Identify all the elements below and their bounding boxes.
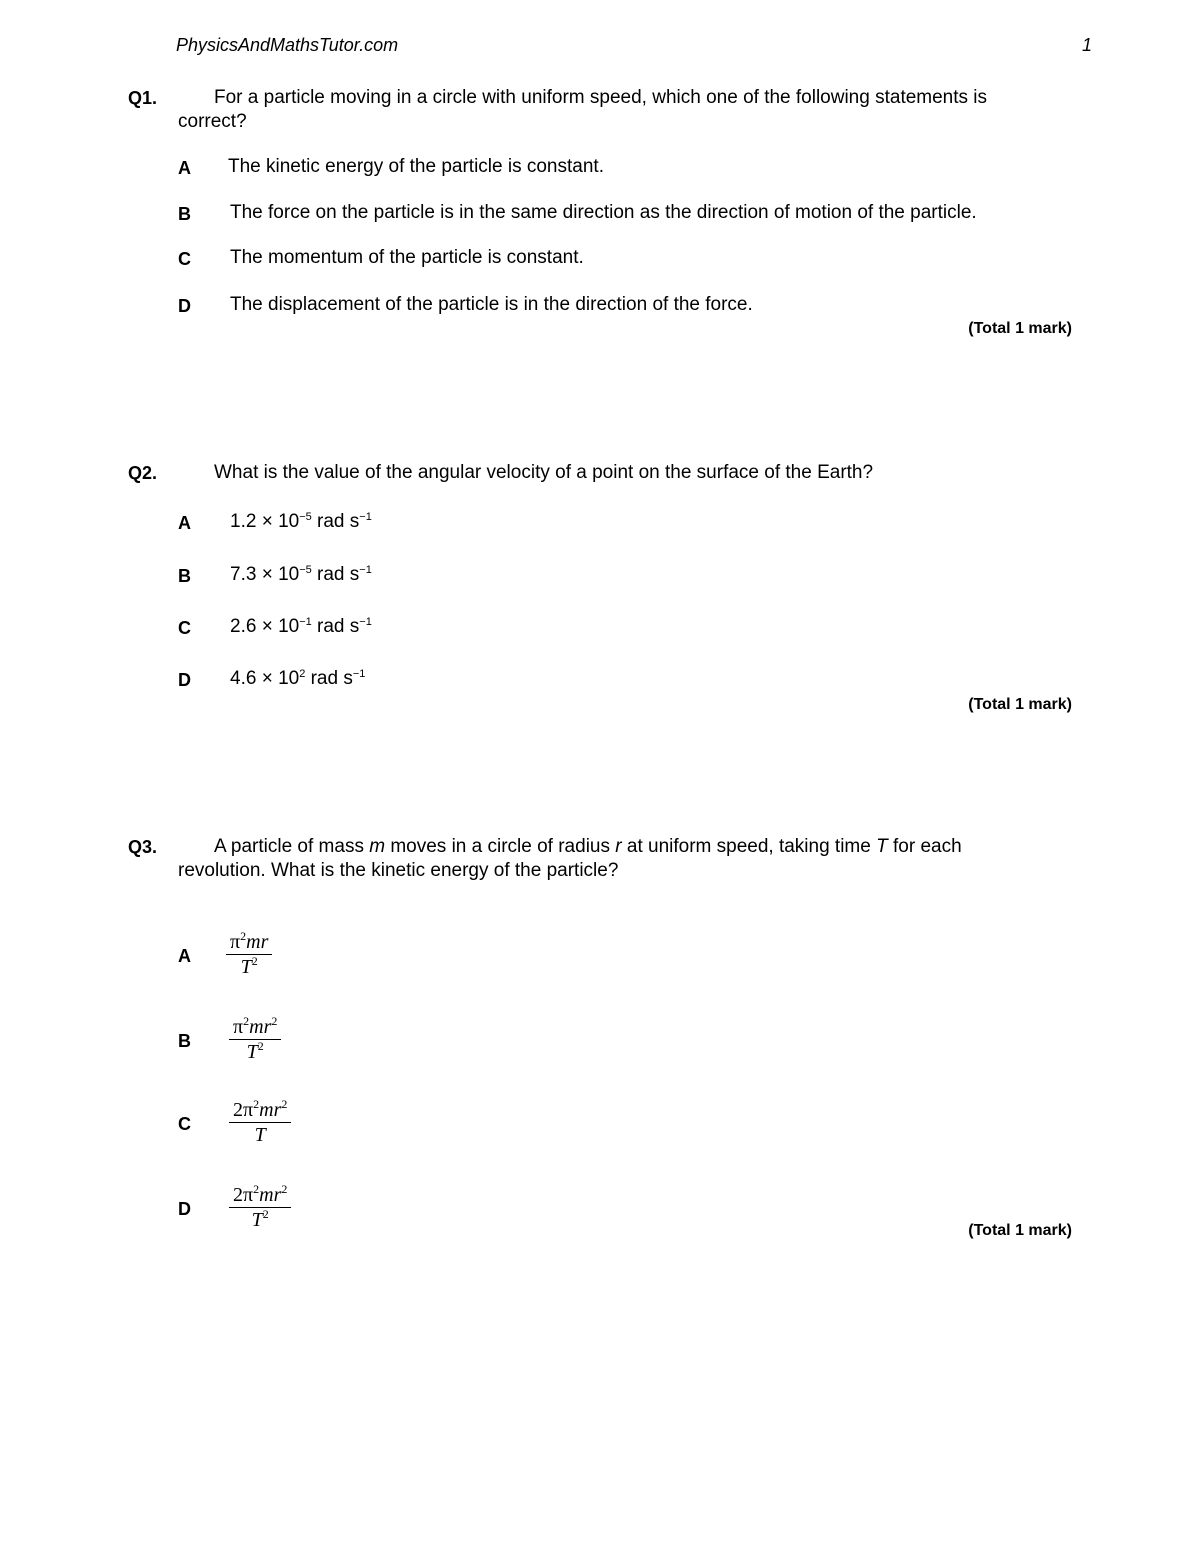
option-text-c: $2.6 \times 10^{-1}$ rad $s^{-1}$	[230, 616, 372, 637]
option-formula-d: $\frac{2\pi^2mr^2}{T^2}$	[229, 1183, 291, 1232]
question-number: Q3.	[128, 837, 158, 857]
option-text-b: The force on the particle is in the same direction as the direction of motion of the particle.	[230, 202, 977, 223]
option-letter-d: D	[178, 296, 191, 316]
option-letter-a: A	[178, 513, 191, 533]
question-text-line1: For a particle moving in a circle with uniform speed, which one of the following statements is	[214, 87, 988, 108]
site-name: PhysicsAndMathsTutor.com	[176, 35, 399, 55]
option-letter-b: B	[178, 204, 191, 224]
option-formula-c: $\frac{2\pi^2mr^2}{T}$	[229, 1098, 291, 1147]
question-text-line2: revolution. What is the kinetic energy of the particle?	[178, 860, 619, 881]
option-letter-d: D	[178, 1199, 191, 1219]
option-letter-b: B	[178, 566, 191, 586]
option-letter-a: A	[178, 946, 191, 966]
total-marks: (Total 1 mark)	[968, 1222, 1072, 1239]
option-letter-d: D	[178, 670, 191, 690]
option-text-d: The displacement of the particle is in the direction of the force.	[230, 294, 753, 315]
option-text-c: The momentum of the particle is constant.	[230, 247, 584, 268]
option-letter-b: B	[178, 1031, 191, 1051]
option-letter-c: C	[178, 618, 191, 638]
question-number: Q1.	[128, 88, 158, 108]
question-text-line1: A particle of mass m moves in a circle of radius r at uniform speed, taking time T for each	[214, 836, 962, 857]
total-marks: (Total 1 mark)	[968, 320, 1072, 337]
page-number: 1	[1082, 35, 1093, 55]
option-formula-b: $\frac{\pi^2mr^2}{T^2}$	[229, 1015, 281, 1064]
option-text-a: $1.2 \times 10^{-5}$ rad $s^{-1}$	[230, 511, 372, 532]
question-text-line2: correct?	[178, 111, 247, 132]
option-text-a: The kinetic energy of the particle is constant.	[228, 156, 604, 177]
option-text-b: $7.3 \times 10^{-5}$ rad $s^{-1}$	[230, 564, 372, 585]
option-text-d: $4.6 \times 10^2$ rad $s^{-1}$	[230, 668, 366, 689]
question-text: What is the value of the angular velocity of a point on the surface of the Earth?	[214, 462, 874, 483]
option-letter-a: A	[178, 158, 191, 178]
option-formula-a: $\frac{\pi^2mr}{T^2}$	[226, 930, 272, 979]
question-number: Q2.	[128, 463, 158, 483]
option-letter-c: C	[178, 1114, 191, 1134]
option-letter-c: C	[178, 249, 191, 269]
total-marks: (Total 1 mark)	[968, 696, 1072, 713]
